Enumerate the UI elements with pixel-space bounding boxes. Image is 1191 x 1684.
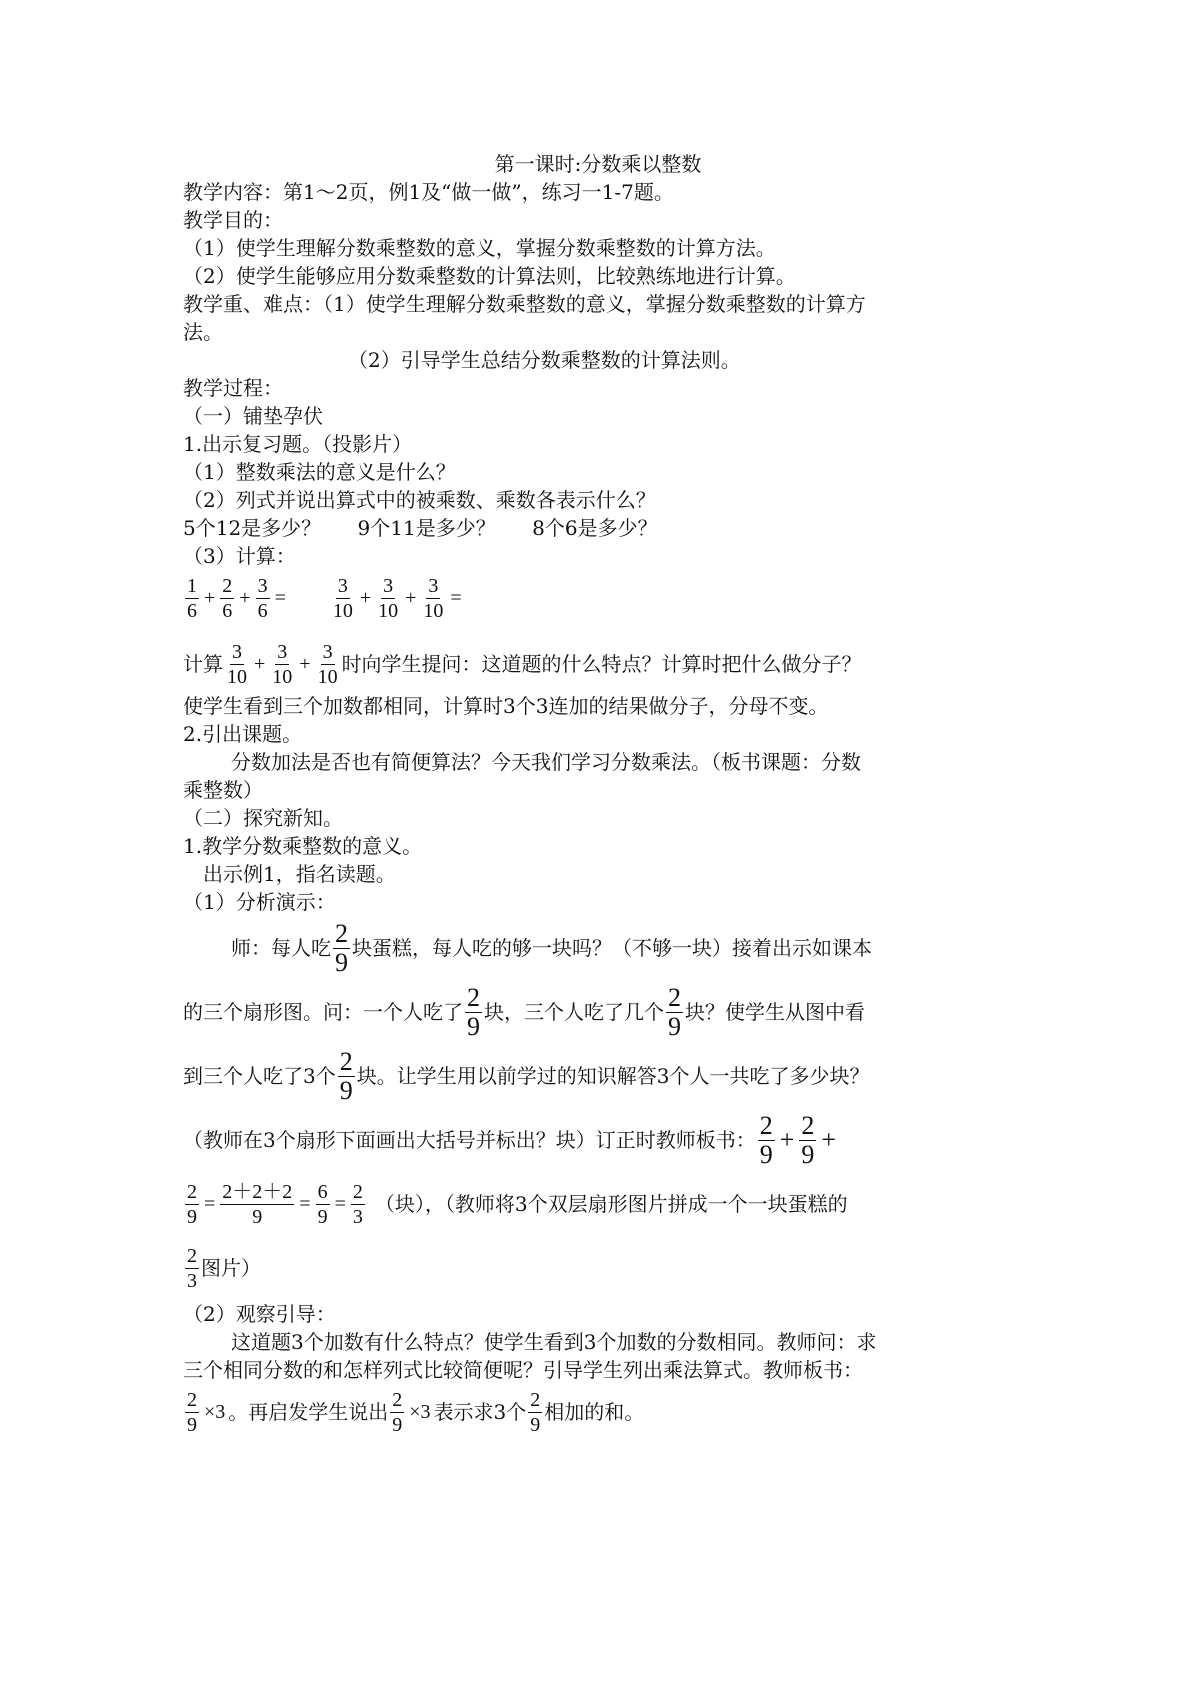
page-title: 第一课时:分数乘以整数	[494, 152, 702, 176]
document-body	[183, 150, 1013, 1440]
example-b: 9个11是多少？	[357, 516, 496, 540]
section-1-heading: （一）铺垫孕伏	[183, 404, 323, 428]
fraction: $\frac{2}{9}$	[759, 1110, 773, 1169]
fraction: $\frac{2}{9}$	[339, 1046, 353, 1105]
process-heading: 教学过程：	[183, 376, 283, 400]
key-points-cont: 法。	[183, 320, 223, 344]
aim-1: （1）使学生理解分数乘整数的意义，掌握分数乘整数的计算方法。	[183, 236, 776, 260]
key-points: 教学重、难点：（1）使学生理解分数乘整数的意义，掌握分数乘整数的计算方	[183, 292, 866, 316]
fraction: $\frac{2}{6}$	[222, 574, 233, 622]
analysis-p4: （教师在3个扇形下面画出大括号并标出？块）订正时教师板书： $\frac{2}{9}$ + $\frac{2}{9}$ +	[183, 1110, 837, 1169]
fraction: $\frac{2}{9}$	[668, 982, 681, 1041]
fraction: $\frac{2+2+2}{9}$	[222, 1180, 293, 1228]
analysis-p6: $\frac{2}{3}$ 图片）	[187, 1244, 261, 1292]
analysis-p2: 的三个扇形图。问：一个人吃了 $\frac{2}{9}$ 块，三个人吃了几个 $\frac{2}{9}$ 块？使学生从图中看	[183, 982, 865, 1041]
intro-heading: 2.引出课题。	[183, 722, 303, 746]
fraction: $\frac{2}{9}$	[335, 918, 348, 977]
section-2-heading: （二）探究新知。	[183, 806, 343, 830]
review-q1: （1）整数乘法的意义是什么？	[183, 460, 456, 484]
fraction: $\frac{3}{6}$	[257, 574, 268, 622]
fraction: $\frac{2}{9}$	[530, 1388, 541, 1436]
observe-p2: 三个相同分数的和怎样列式比较简便呢？引导学生列出乘法算式。教师板书：	[183, 1358, 863, 1382]
analysis-p3: 到三个人吃了3个 $\frac{2}{9}$ 块。让学生用以前学过的知识解答3个人一共吃了多少块？	[183, 1046, 870, 1105]
fraction: $\frac{2}{9}$	[467, 982, 480, 1041]
example-a: 5个12是多少？	[183, 516, 322, 540]
review-examples	[183, 514, 1013, 542]
calc-expressions: $\frac{1}{6}$ + $\frac{2}{6}$ + $\frac{3}{6}$ = $\frac{3}{10}$ + $\frac{3}{10}$ + $\frac{3}{10}$ =	[187, 574, 462, 622]
intro-text: 分数加法是否也有简便算法？今天我们学习分数乘法。（板书课题：分数	[231, 750, 861, 774]
analysis-p5: $\frac{2}{9}$ = $\frac{2+2+2}{9}$ = $\frac{6}{9}$ = $\frac{2}{3}$ （块），（教师将3个双层扇形图片拼成一个一块蛋糕的	[187, 1180, 848, 1228]
fraction: $\frac{3}{10}$	[227, 640, 247, 688]
fraction: $\frac{2}{9}$	[392, 1388, 403, 1436]
fraction: $\frac{2}{9}$	[187, 1388, 197, 1436]
calc-explain: 使学生看到三个加数都相同，计算时3个3连加的结果做分子，分母不变。	[183, 694, 829, 718]
teaching-content: 教学内容：第1～2页，例1及“做一做”，练习一1-7题。	[183, 180, 674, 204]
analysis-heading: （1）分析演示：	[183, 890, 336, 914]
fraction: $\frac{2}{3}$	[187, 1244, 197, 1292]
fraction: $\frac{3}{10}$	[317, 640, 338, 688]
fraction: $\frac{2}{3}$	[352, 1180, 363, 1228]
calc-heading: （3）计算：	[183, 544, 296, 568]
observe-p3: $\frac{2}{9}$ ×3 。再启发学生说出 $\frac{2}{9}$ ×3 表示求3个 $\frac{2}{9}$ 相加的和。	[187, 1388, 645, 1436]
review-heading: 1.出示复习题。（投影片）	[183, 432, 413, 456]
intro-text-cont: 乘整数）	[183, 778, 263, 802]
observe-p1: 这道题3个加数有什么特点？使学生看到3个加数的分数相同。教师问：求	[231, 1330, 877, 1354]
aim-2: （2）使学生能够应用分数乘整数的计算法则，比较熟练地进行计算。	[183, 264, 796, 288]
review-q2: （2）列式并说出算式中的被乘数、乘数各表示什么？	[183, 488, 656, 512]
fraction: $\frac{3}{10}$	[332, 574, 353, 622]
example-1: 出示例1，指名读题。	[203, 862, 396, 886]
fraction: $\frac{1}{6}$	[187, 574, 197, 622]
fraction: $\frac{3}{10}$	[423, 574, 444, 622]
example-c: 8个6是多少？	[532, 516, 658, 540]
fraction: $\frac{3}{10}$	[272, 640, 293, 688]
analysis-p1: 师：每人吃 $\frac{2}{9}$ 块蛋糕，每人吃的够一块吗？（不够一块）接着出示如课本	[231, 918, 872, 977]
fraction: $\frac{6}{9}$	[317, 1180, 328, 1228]
key-points-2: （2）引导学生总结分数乘整数的计算法则。	[348, 348, 741, 372]
meaning-heading: 1.教学分数乘整数的意义。	[183, 834, 423, 858]
teaching-aim-heading: 教学目的：	[183, 208, 283, 232]
calc-question: 计算 $\frac{3}{10}$ + $\frac{3}{10}$ + $\frac{3}{10}$ 时向学生提问：这道题的什么特点？计算时把什么做分子？	[183, 640, 862, 688]
fraction: $\frac{3}{10}$	[378, 574, 399, 622]
fraction: $\frac{2}{9}$	[801, 1110, 815, 1169]
observe-heading: （2）观察引导：	[183, 1302, 336, 1326]
fraction: $\frac{2}{9}$	[187, 1180, 197, 1228]
